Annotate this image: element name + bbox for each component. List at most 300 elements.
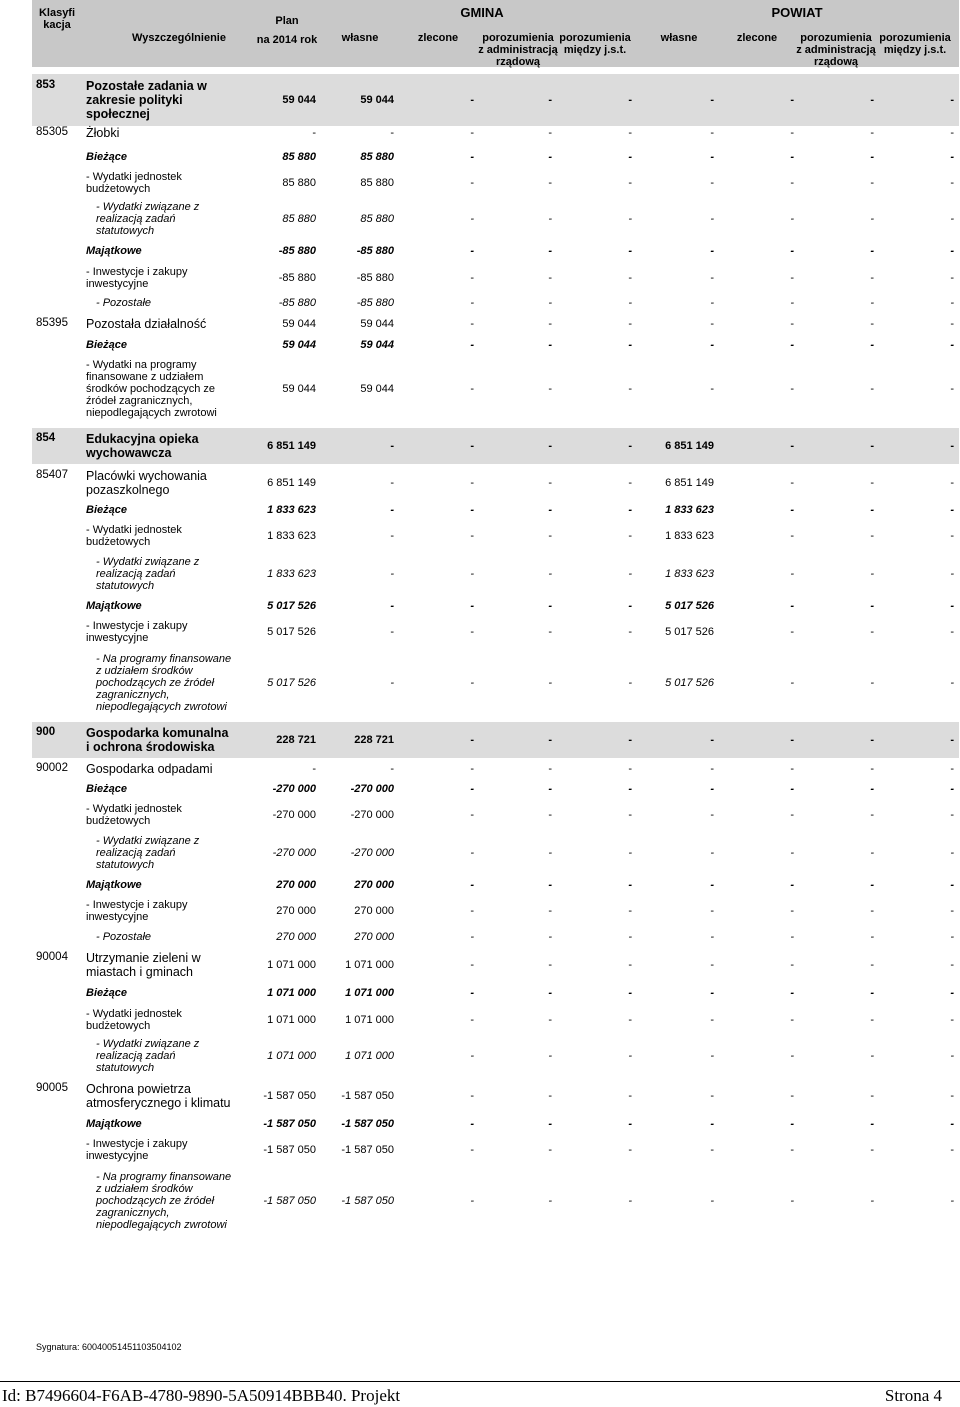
row-value: 1 833 623 <box>665 504 714 516</box>
row-value: - <box>790 477 794 489</box>
row-value: - <box>950 847 954 859</box>
row-classification: 900 <box>36 726 56 738</box>
row-value: - <box>950 477 954 489</box>
row-value: - <box>950 1014 954 1026</box>
row-description: Majątkowe <box>86 1118 142 1130</box>
row-value: - <box>870 245 874 257</box>
row-value: - <box>790 1014 794 1026</box>
row-value: - <box>870 272 874 284</box>
row-value: - <box>628 151 632 163</box>
row-value: 85 880 <box>282 177 316 189</box>
row-value: - <box>950 568 954 580</box>
row-value: - <box>710 151 714 163</box>
row-value: 6 851 149 <box>665 477 714 489</box>
row-value: - <box>470 677 474 689</box>
row-value: - <box>710 272 714 284</box>
row-value: 5 017 526 <box>267 626 316 638</box>
row-description: Bieżące <box>86 504 127 516</box>
row-value: - <box>470 1195 474 1207</box>
row-value: - <box>470 1118 474 1130</box>
row-value: - <box>710 1144 714 1156</box>
row-value: 5 017 526 <box>665 677 714 689</box>
row-value: -1 587 050 <box>341 1090 394 1102</box>
row-value: - <box>390 504 394 516</box>
row-value: - <box>548 1050 552 1062</box>
row-value: - <box>628 783 632 795</box>
row-description: Ochrona powietrza atmosferycznego i klimatu <box>86 1082 231 1110</box>
row-value: - <box>628 879 632 891</box>
row-value: - <box>628 504 632 516</box>
row-value: -85 880 <box>278 272 316 284</box>
row-value: - <box>628 213 632 225</box>
row-value: - <box>312 127 316 139</box>
row-value: - <box>628 809 632 821</box>
row-description: - Na programy finansowane z udziałem środków pochodzących ze źródeł zagranicznych, niepodlegających zwrotowi <box>96 653 232 713</box>
header-gmina: GMINA <box>460 5 504 20</box>
row-value: -270 000 <box>350 783 394 795</box>
row-value: 1 833 623 <box>267 504 316 516</box>
row-value: - <box>548 151 552 163</box>
row-value: - <box>390 626 394 638</box>
row-value: - <box>950 959 954 971</box>
row-value: 270 000 <box>276 905 316 917</box>
row-value: - <box>628 530 632 542</box>
row-value: - <box>790 1144 794 1156</box>
row-value: - <box>950 783 954 795</box>
row-value: 85 880 <box>360 213 394 225</box>
row-value: - <box>548 127 552 139</box>
row-value: 6 851 149 <box>267 440 316 452</box>
row-value: - <box>710 1118 714 1130</box>
row-value: - <box>710 177 714 189</box>
row-value: - <box>790 931 794 943</box>
row-description: Majątkowe <box>86 879 142 891</box>
row-description: - Inwestycje i zakupy inwestycyjne <box>86 899 188 923</box>
row-description: Bieżące <box>86 339 127 351</box>
row-value: - <box>470 847 474 859</box>
row-value: -1 587 050 <box>341 1144 394 1156</box>
row-value: - <box>870 1050 874 1062</box>
row-value: 270 000 <box>276 931 316 943</box>
row-value: - <box>470 151 474 163</box>
row-value: 59 044 <box>360 339 394 351</box>
row-value: - <box>950 127 954 139</box>
row-value: - <box>470 177 474 189</box>
row-value: - <box>548 783 552 795</box>
row-value: 270 000 <box>276 879 316 891</box>
row-value: 6 851 149 <box>665 440 714 452</box>
row-value: - <box>628 931 632 943</box>
row-value: - <box>390 677 394 689</box>
row-classification: 854 <box>36 432 56 444</box>
row-value: - <box>790 1050 794 1062</box>
row-value: - <box>790 530 794 542</box>
row-value: - <box>548 530 552 542</box>
row-value: - <box>950 987 954 999</box>
row-value: - <box>548 568 552 580</box>
row-value: - <box>628 1195 632 1207</box>
row-value: 1 833 623 <box>267 530 316 542</box>
row-value: - <box>710 1050 714 1062</box>
row-value: - <box>628 477 632 489</box>
row-value: - <box>548 1195 552 1207</box>
row-classification: 85395 <box>36 317 68 329</box>
row-value: - <box>710 734 714 746</box>
row-description: Bieżące <box>86 987 127 999</box>
row-value: - <box>470 272 474 284</box>
row-value: - <box>870 847 874 859</box>
row-description: - Wydatki związane z realizacją zadań statutowych <box>96 1038 200 1074</box>
row-value: - <box>870 1014 874 1026</box>
row-classification: 85305 <box>36 126 68 138</box>
row-value: - <box>870 879 874 891</box>
row-value: - <box>470 1090 474 1102</box>
header-powiat: POWIAT <box>771 5 823 20</box>
row-value: 270 000 <box>354 879 394 891</box>
row-description: - Wydatki jednostek budżetowych <box>86 524 182 548</box>
row-value: - <box>950 177 954 189</box>
row-value: - <box>628 127 632 139</box>
row-value: - <box>710 383 714 395</box>
row-value: - <box>870 959 874 971</box>
row-value: 85 880 <box>282 151 316 163</box>
row-value: - <box>470 297 474 309</box>
row-value: - <box>548 94 552 106</box>
row-value: - <box>548 847 552 859</box>
header-powiat-por-jst: porozumienia między j.s.t. <box>879 32 951 56</box>
row-value: - <box>950 530 954 542</box>
row-value: - <box>790 568 794 580</box>
row-description: - Pozostałe <box>96 297 152 309</box>
row-value: - <box>710 1195 714 1207</box>
row-value: - <box>470 626 474 638</box>
row-value: - <box>470 477 474 489</box>
row-value: - <box>950 600 954 612</box>
row-value: 5 017 526 <box>665 626 714 638</box>
row-value: - <box>950 1195 954 1207</box>
row-classification: 90005 <box>36 1082 68 1094</box>
row-value: 1 071 000 <box>345 959 394 971</box>
row-value: - <box>470 383 474 395</box>
row-value: - <box>790 297 794 309</box>
row-value: - <box>710 94 714 106</box>
row-value: - <box>710 847 714 859</box>
row-value: 59 044 <box>282 339 316 351</box>
row-value: - <box>950 1090 954 1102</box>
row-value: 85 880 <box>360 151 394 163</box>
row-classification: 853 <box>36 79 56 91</box>
row-value: 270 000 <box>354 905 394 917</box>
row-value: - <box>628 626 632 638</box>
row-value: -85 880 <box>356 297 394 309</box>
row-value: - <box>628 383 632 395</box>
row-value: - <box>870 318 874 330</box>
row-description: Bieżące <box>86 783 127 795</box>
row-value: - <box>950 879 954 891</box>
row-value: - <box>710 245 714 257</box>
row-value: - <box>710 959 714 971</box>
row-value: - <box>710 905 714 917</box>
row-value: - <box>870 1144 874 1156</box>
row-value: - <box>470 931 474 943</box>
row-value: - <box>470 879 474 891</box>
row-value: - <box>710 809 714 821</box>
row-value: - <box>790 213 794 225</box>
row-value: - <box>548 1014 552 1026</box>
row-value: - <box>790 177 794 189</box>
row-value: - <box>950 809 954 821</box>
row-value: - <box>548 383 552 395</box>
row-value: 1 833 623 <box>665 530 714 542</box>
row-value: - <box>628 318 632 330</box>
row-value: - <box>950 734 954 746</box>
row-value: - <box>548 677 552 689</box>
row-value: - <box>790 383 794 395</box>
row-value: 228 721 <box>354 734 394 746</box>
row-value: - <box>870 440 874 452</box>
row-value: - <box>548 213 552 225</box>
row-value: - <box>470 1014 474 1026</box>
row-value: - <box>628 245 632 257</box>
row-value: - <box>790 809 794 821</box>
row-value: - <box>870 1090 874 1102</box>
row-value: - <box>790 626 794 638</box>
row-value: - <box>470 94 474 106</box>
row-value: - <box>710 297 714 309</box>
row-value: - <box>790 987 794 999</box>
row-value: - <box>470 568 474 580</box>
row-value: - <box>628 1118 632 1130</box>
row-value: - <box>628 1050 632 1062</box>
row-value: - <box>950 931 954 943</box>
row-classification: 90004 <box>36 951 68 963</box>
row-value: - <box>710 931 714 943</box>
row-value: - <box>470 127 474 139</box>
row-value: - <box>628 987 632 999</box>
row-value: - <box>870 477 874 489</box>
row-value: - <box>950 245 954 257</box>
table-header <box>32 0 959 67</box>
row-value: - <box>628 763 632 775</box>
row-value: - <box>790 763 794 775</box>
row-value: 1 071 000 <box>345 1050 394 1062</box>
row-value: - <box>548 1090 552 1102</box>
row-description: Pozostałe zadania w zakresie polityki społecznej <box>86 79 207 121</box>
row-value: - <box>870 763 874 775</box>
row-value: -1 587 050 <box>263 1144 316 1156</box>
row-classification: 85407 <box>36 469 68 481</box>
row-value: 5 017 526 <box>267 677 316 689</box>
row-value: - <box>790 1118 794 1130</box>
row-value: - <box>548 809 552 821</box>
row-value: - <box>790 127 794 139</box>
header-gmina-por-jst: porozumienia między j.s.t. <box>559 32 631 56</box>
row-value: - <box>470 959 474 971</box>
row-value: - <box>950 1144 954 1156</box>
header-powiat-zlecone: zlecone <box>736 32 778 44</box>
row-value: - <box>548 931 552 943</box>
row-value: 1 071 000 <box>345 987 394 999</box>
row-value: 6 851 149 <box>267 477 316 489</box>
row-value: - <box>628 600 632 612</box>
row-description: Majątkowe <box>86 245 142 257</box>
row-value: 85 880 <box>360 177 394 189</box>
header-wyszczegolnienie: Wyszczególnienie <box>132 32 226 44</box>
row-value: - <box>790 272 794 284</box>
row-value: - <box>470 987 474 999</box>
row-value: - <box>790 1195 794 1207</box>
row-value: -85 880 <box>278 245 316 257</box>
row-description: - Inwestycje i zakupy inwestycyjne <box>86 620 188 644</box>
row-value: -1 587 050 <box>263 1195 316 1207</box>
row-value: - <box>950 1050 954 1062</box>
row-value: - <box>548 177 552 189</box>
row-value: - <box>628 568 632 580</box>
row-value: 59 044 <box>360 318 394 330</box>
row-value: - <box>548 734 552 746</box>
row-description: Bieżące <box>86 151 127 163</box>
row-value: - <box>790 245 794 257</box>
row-value: - <box>628 440 632 452</box>
row-value: - <box>470 1050 474 1062</box>
row-value: - <box>870 931 874 943</box>
row-value: - <box>470 440 474 452</box>
row-value: -1 587 050 <box>341 1195 394 1207</box>
row-value: - <box>790 339 794 351</box>
row-value: - <box>470 600 474 612</box>
header-gmina-wlasne: własne <box>341 32 379 44</box>
row-value: - <box>790 94 794 106</box>
row-description: Gospodarka odpadami <box>86 762 213 776</box>
row-description: Żłobki <box>86 126 120 140</box>
row-value: 270 000 <box>354 931 394 943</box>
row-value: - <box>870 504 874 516</box>
row-value: 1 071 000 <box>267 987 316 999</box>
row-value: 228 721 <box>276 734 316 746</box>
row-value: - <box>548 504 552 516</box>
row-value: - <box>470 734 474 746</box>
header-powiat-wlasne: własne <box>660 32 698 44</box>
row-value: 5 017 526 <box>665 600 714 612</box>
row-description: Utrzymanie zieleni w miastach i gminach <box>86 951 201 979</box>
row-value: - <box>628 177 632 189</box>
row-value: - <box>548 987 552 999</box>
row-value: - <box>390 530 394 542</box>
row-value: 1 071 000 <box>267 1050 316 1062</box>
row-value: 59 044 <box>360 94 394 106</box>
row-value: -1 587 050 <box>263 1090 316 1102</box>
row-value: - <box>628 297 632 309</box>
row-description: - Inwestycje i zakupy inwestycyjne <box>86 266 188 290</box>
row-value: - <box>548 318 552 330</box>
row-description: - Wydatki jednostek budżetowych <box>86 171 182 195</box>
row-value: - <box>710 127 714 139</box>
row-value: - <box>870 809 874 821</box>
row-value: - <box>790 879 794 891</box>
row-value: - <box>710 339 714 351</box>
row-value: - <box>950 1118 954 1130</box>
row-description: Gospodarka komunalna i ochrona środowiska <box>86 726 229 754</box>
row-value: - <box>710 1014 714 1026</box>
row-classification: 90002 <box>36 762 68 774</box>
row-value: 59 044 <box>282 383 316 395</box>
row-value: - <box>950 318 954 330</box>
row-value: - <box>790 783 794 795</box>
row-value: - <box>628 1090 632 1102</box>
row-value: - <box>390 763 394 775</box>
header-klasyfikacja: Klasyfi kacja <box>38 7 76 31</box>
row-value: - <box>950 440 954 452</box>
footer-document-id: Id: B7496604-F6AB-4780-9890-5A50914BBB40. Projekt <box>2 1386 401 1405</box>
row-value: - <box>470 763 474 775</box>
row-value: - <box>950 213 954 225</box>
row-value: - <box>470 783 474 795</box>
row-value: - <box>628 272 632 284</box>
row-value: - <box>870 734 874 746</box>
row-description: Edukacyjna opieka wychowawcza <box>86 432 199 460</box>
row-value: - <box>548 477 552 489</box>
row-value: - <box>870 677 874 689</box>
row-value: - <box>470 1144 474 1156</box>
row-value: - <box>790 677 794 689</box>
row-value: -270 000 <box>350 809 394 821</box>
footer-page-number: Strona 4 <box>884 1386 942 1405</box>
row-value: -1 587 050 <box>263 1118 316 1130</box>
row-value: 1 833 623 <box>665 568 714 580</box>
row-value: - <box>870 987 874 999</box>
row-description: - Na programy finansowane z udziałem środków pochodzących ze źródeł zagranicznych, niepodlegających zwrotowi <box>96 1171 232 1231</box>
row-value: - <box>548 339 552 351</box>
row-value: 1 833 623 <box>267 568 316 580</box>
row-value: - <box>390 127 394 139</box>
row-value: 1 071 000 <box>267 1014 316 1026</box>
row-value: - <box>870 1195 874 1207</box>
row-value: - <box>950 151 954 163</box>
row-value: - <box>870 1118 874 1130</box>
row-value: - <box>548 297 552 309</box>
row-value: - <box>390 600 394 612</box>
row-value: - <box>870 213 874 225</box>
row-value: - <box>790 151 794 163</box>
row-value: - <box>390 568 394 580</box>
row-description: - Wydatki związane z realizacją zadań statutowych <box>96 556 200 592</box>
row-value: - <box>870 339 874 351</box>
row-value: 59 044 <box>282 94 316 106</box>
row-value: - <box>870 177 874 189</box>
row-value: - <box>470 809 474 821</box>
row-value: 5 017 526 <box>267 600 316 612</box>
row-value: - <box>950 626 954 638</box>
row-value: - <box>710 879 714 891</box>
row-value: - <box>628 959 632 971</box>
row-value: - <box>548 1144 552 1156</box>
row-value: - <box>628 905 632 917</box>
row-value: - <box>790 959 794 971</box>
row-value: - <box>710 987 714 999</box>
row-description: Placówki wychowania pozaszkolnego <box>86 469 207 497</box>
row-value: - <box>950 905 954 917</box>
row-description: - Pozostałe <box>96 931 152 943</box>
row-value: - <box>548 763 552 775</box>
row-value: - <box>870 600 874 612</box>
row-value: -270 000 <box>272 809 316 821</box>
row-value: - <box>548 272 552 284</box>
row-value: -270 000 <box>272 847 316 859</box>
row-value: - <box>950 677 954 689</box>
row-value: -270 000 <box>350 847 394 859</box>
header-powiat-por-admin: porozumienia z administracją rządową <box>796 32 876 68</box>
row-value: - <box>470 530 474 542</box>
